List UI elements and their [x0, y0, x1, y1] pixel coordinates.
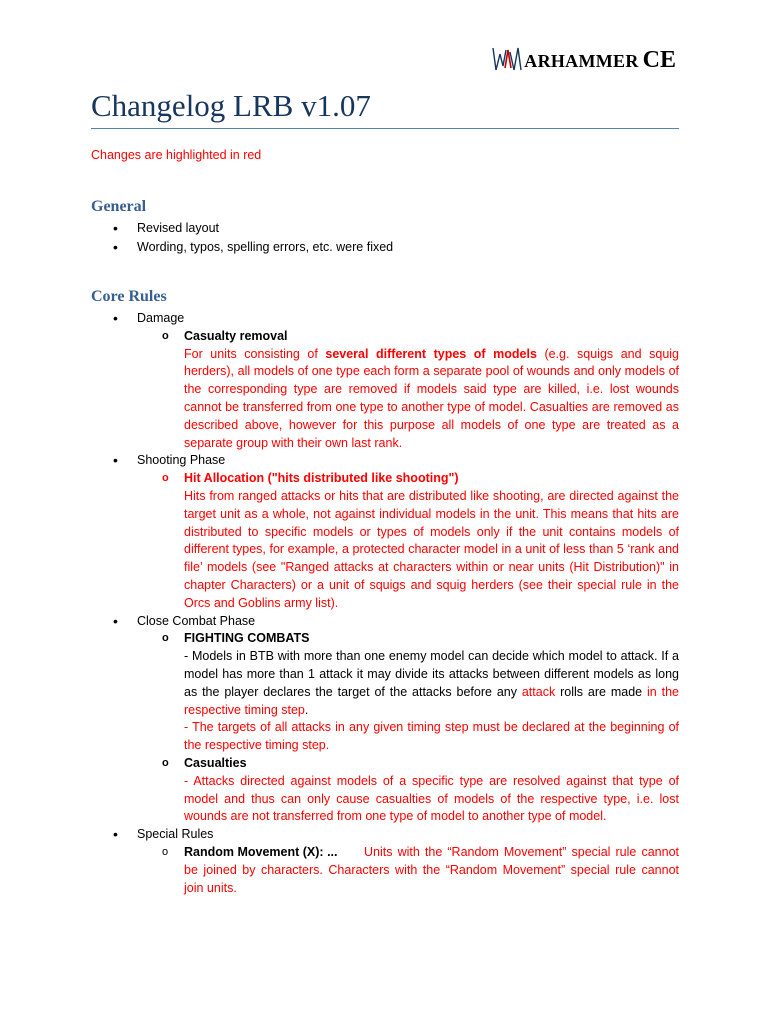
- random-movement-ellipsis: ...: [323, 844, 338, 859]
- list-item-special-rules: • Special Rules: [91, 826, 679, 844]
- sub-item-casualty-removal: o Casualty removal: [91, 328, 679, 346]
- casualties-text: - Attacks directed against models of a specific type are resolved against that type of model and thus can only cause casualties of models of the respective type, i.e. lost wounds are not transferred from one type of model to another type of model.: [184, 773, 679, 824]
- list-item-shooting-phase: • Shooting Phase: [91, 452, 679, 470]
- sub-item-random-movement: [91, 844, 679, 862]
- fighting-timing-step: in the respective timing step: [184, 684, 679, 717]
- fighting-text-end: .: [304, 702, 309, 717]
- fighting-attack-word: attack: [521, 684, 556, 699]
- fighting-text-2: rolls are made: [555, 684, 643, 699]
- fighting-combats-text: [91, 648, 679, 719]
- hit-allocation-text: Hits from ranged attacks or hits that are distributed like shooting, are directed against the target unit as a whole, not against individual models in the unit. This means that hits are distributed to specific models or types of models only if the unit contains models of different types, for example, a protected character model in a unit of less than 5 ‘rank and file’ models (see "Ranged attacks at characters within or near units (Hit Distribution)" in chapter Characters) or a unit of squigs and squig herders (see their special rule in the Orcs and Goblins army list).: [184, 488, 679, 610]
- waveform-w-icon: [492, 46, 522, 72]
- page-title: Changelog LRB v1.07: [91, 88, 371, 123]
- fighting-combats-targets: - The targets of all attacks in any given timing step must be declared at the beginning of the respective timing step.: [184, 720, 679, 753]
- list-item: • Wording, typos, spelling errors, etc. were fixed: [91, 239, 679, 257]
- section-heading-general: General: [91, 198, 147, 215]
- core-rules-list: [91, 310, 679, 897]
- general-list: [91, 220, 679, 257]
- title-divider: [91, 128, 679, 129]
- warhammer-ce-logo: [492, 40, 676, 72]
- casualty-removal-bold: several different types of models: [325, 346, 537, 361]
- casualty-removal-text: [91, 346, 679, 453]
- fighting-text-1: - Models in BTB with more than one enemy model can decide which model to attack. If a model has more than 1 attack it may divide its attacks between different models as long as the player declares the target of the attacks before any: [184, 649, 679, 699]
- logo-text: ARHAMMER: [524, 51, 639, 71]
- casualty-removal-rest: (e.g. squigs and squig herders), all models of one type each form a separate pool of wounds and only models of the corresponding type are removed if models said type are killed, i.e. lost wounds cannot be transferred from one type to another type of model. Casualties are removed as described above, however for this purpose all models of one type are treated as a separate group with their own last rank.: [184, 346, 679, 450]
- sub-item-casualties: o Casualties: [91, 755, 679, 773]
- list-item: • Revised layout: [91, 220, 679, 238]
- list-item-close-combat-phase: • Close Combat Phase: [91, 613, 679, 631]
- random-movement-text: Units with the “Random Movement” special rule cannot be joined by characters. Characters with the “Random Movement” special rule cannot join units.: [184, 844, 679, 895]
- sub-item-fighting-combats: o FIGHTING COMBATS: [91, 630, 679, 648]
- logo-ce: CE: [642, 47, 676, 73]
- list-item-damage: • Damage: [91, 310, 679, 328]
- section-heading-core-rules: Core Rules: [91, 288, 167, 305]
- sub-item-hit-allocation: o Hit Allocation ("hits distributed like shooting"): [91, 470, 679, 488]
- highlight-note: Changes are highlighted in red: [91, 148, 262, 162]
- casualty-removal-intro: For units consisting of: [184, 346, 326, 361]
- random-movement-title: Random Movement (X):: [184, 844, 324, 859]
